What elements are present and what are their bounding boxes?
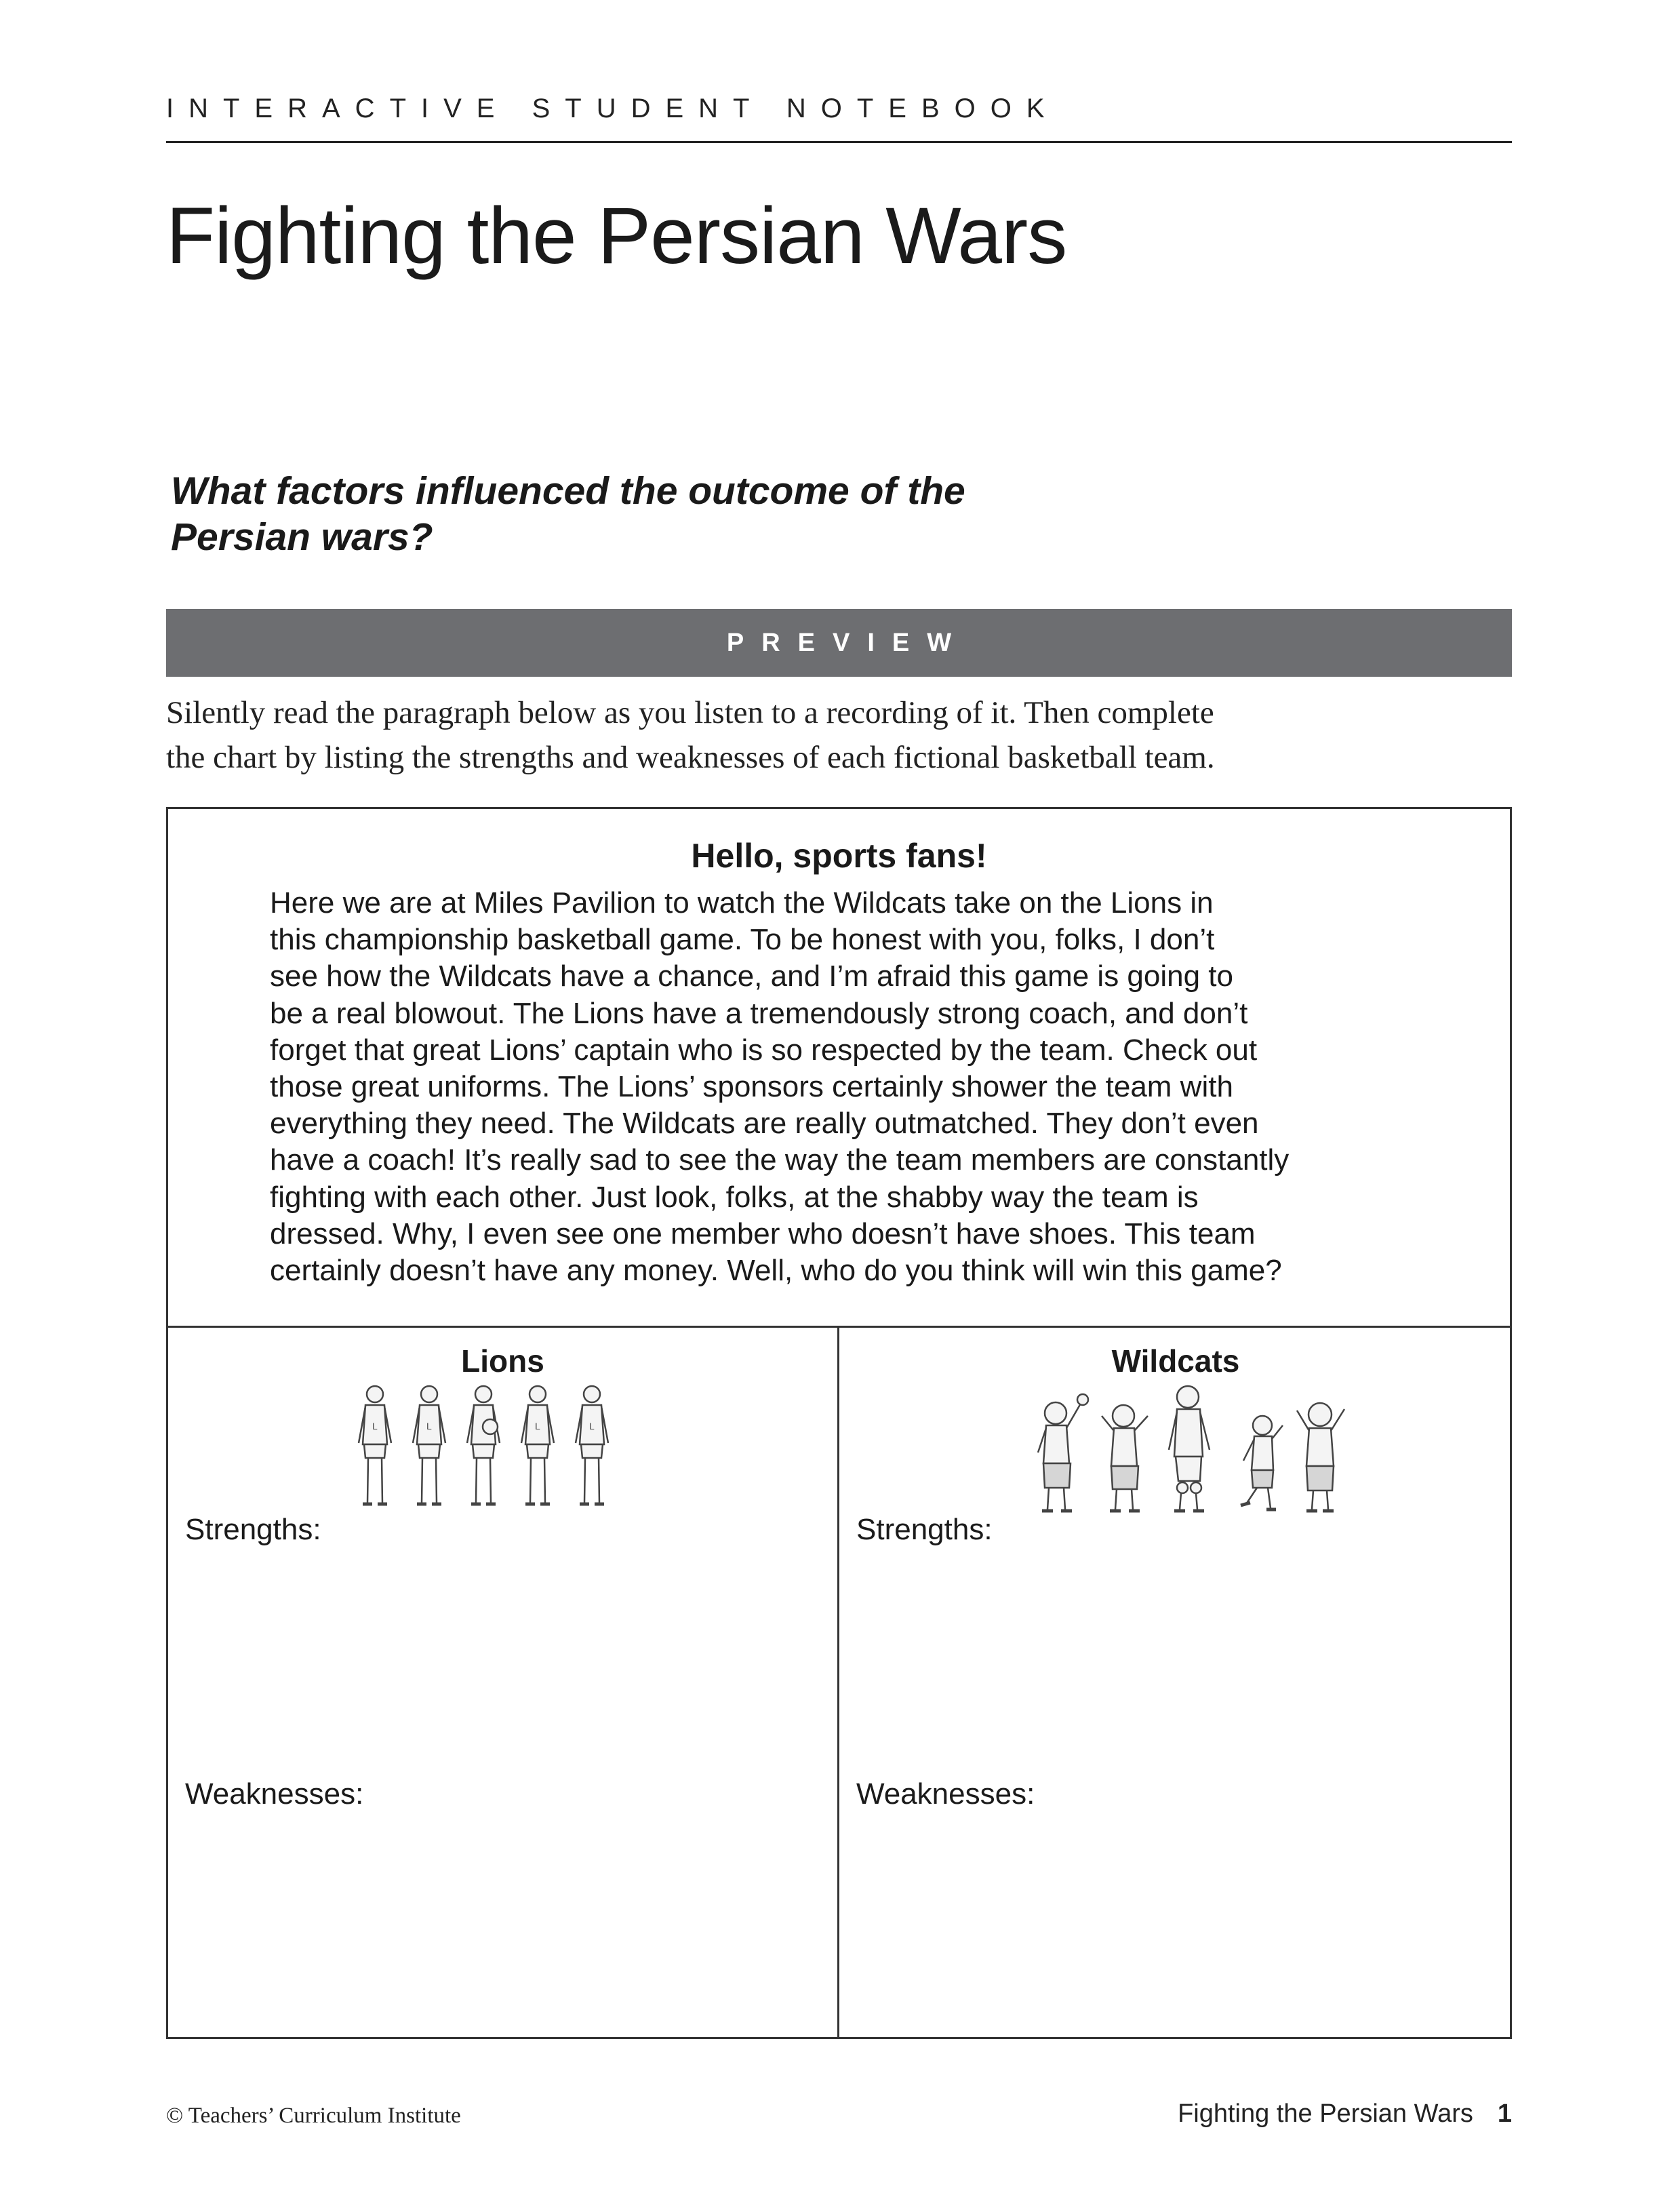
passage-line: be a real blowout. The Lions have a tremendously strong coach, and don’t	[270, 996, 1248, 1030]
passage-line: have a coach! It’s really sad to see the way the team members are constantly	[270, 1143, 1290, 1177]
preview-instructions	[166, 690, 1512, 780]
team-name-lions: Lions	[461, 1343, 544, 1379]
team-chart	[166, 807, 1512, 2039]
svg-text:L: L	[589, 1421, 595, 1431]
passage-line: dressed. Why, I even see one member who doesn’t have shoes. This team	[270, 1217, 1256, 1250]
instructions-line: the chart by listing the strengths and weaknesses of each fictional basketball team.	[166, 740, 1215, 775]
passage-title: Hello, sports fans!	[691, 837, 987, 875]
wildcats-cell	[839, 1328, 1512, 2039]
lions-strengths-label: Strengths:	[185, 1513, 321, 1546]
essential-question-line: What factors influenced the outcome of the	[171, 469, 965, 513]
wildcats-team-illustration	[1026, 1382, 1365, 1518]
passage-line: certainly doesn’t have any money. Well, who do you think will win this game?	[270, 1254, 1282, 1288]
wildcats-weaknesses-label: Weaknesses:	[856, 1777, 1035, 1811]
essential-question-line: Persian wars?	[171, 515, 433, 559]
lions-cell	[168, 1328, 839, 2039]
passage-line: everything they need. The Wildcats are really outmatched. They don’t even	[270, 1107, 1259, 1141]
team-name-wildcats: Wildcats	[1111, 1343, 1240, 1379]
page-number: 1	[1497, 2099, 1512, 2128]
lions-weaknesses-label: Weaknesses:	[185, 1777, 364, 1811]
passage-line: fighting with each other. Just look, folks, at the shabby way the team is	[270, 1180, 1199, 1214]
footer-title: Fighting the Persian Wars	[1178, 2099, 1473, 2128]
wildcats-strengths-label: Strengths:	[856, 1513, 993, 1546]
instructions-line: Silently read the paragraph below as you listen to a recording of it. Then complete	[166, 695, 1214, 730]
svg-text:L: L	[535, 1421, 540, 1431]
passage-cell	[168, 809, 1510, 1328]
footer-copyright: © Teachers’ Curriculum Institute	[166, 2104, 461, 2128]
passage-line: this championship basketball game. To be honest with you, folks, I don’t	[270, 923, 1215, 957]
passage-body	[270, 885, 1477, 1289]
essential-question	[171, 468, 1052, 560]
footer-running-title	[1178, 2099, 1512, 2129]
lions-team-illustration	[348, 1382, 633, 1518]
svg-text:L: L	[426, 1421, 432, 1431]
passage-line: forget that great Lions’ captain who is so respected by the team. Check out	[270, 1033, 1258, 1067]
passage-line: Here we are at Miles Pavilion to watch the Wildcats take on the Lions in	[270, 886, 1214, 920]
notebook-header-label: INTERACTIVE STUDENT NOTEBOOK	[166, 94, 1060, 123]
svg-text:L: L	[372, 1421, 378, 1431]
passage-line: those great uniforms. The Lions’ sponsors certainly shower the team with	[270, 1070, 1233, 1104]
preview-label: PREVIEW	[726, 628, 970, 657]
passage-line: see how the Wildcats have a chance, and I’m afraid this game is going to	[270, 960, 1233, 993]
header-rule	[166, 141, 1512, 143]
preview-banner	[166, 609, 1512, 677]
page-title: Fighting the Persian Wars	[166, 191, 1067, 281]
